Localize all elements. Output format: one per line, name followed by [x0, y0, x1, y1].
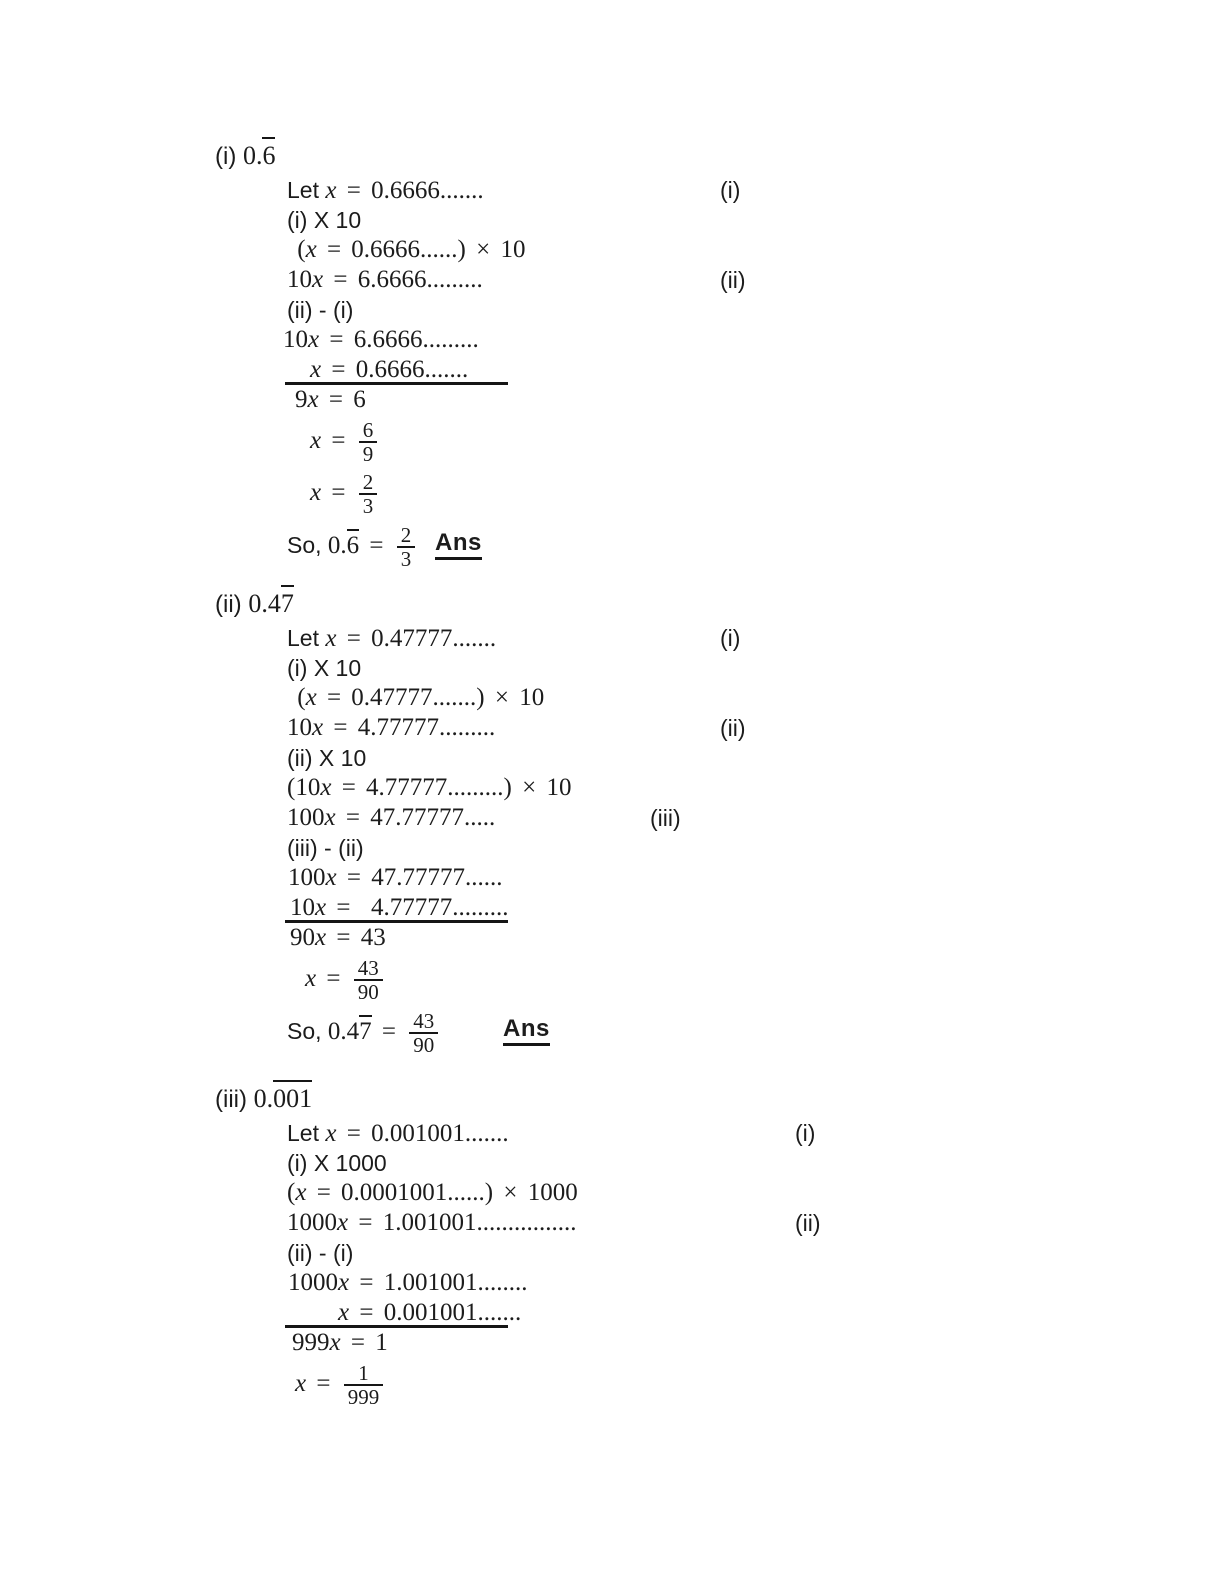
- plain-text: (i) X 10: [287, 655, 362, 681]
- plain-text: (iii) - (ii): [287, 835, 364, 861]
- equation-line: [283, 325, 1224, 355]
- math-text: x: [315, 894, 327, 921]
- equation-ref-label: (ii): [720, 715, 746, 741]
- math-text: x: [325, 1120, 337, 1147]
- subtraction-underline: [285, 893, 508, 923]
- plain-text: Let: [287, 625, 326, 651]
- math-text: = 47.77777......: [336, 864, 503, 891]
- math-text: =: [359, 532, 394, 559]
- equation-line: [310, 467, 1224, 519]
- section-header-label: (iii): [215, 1086, 254, 1113]
- math-text: x: [337, 1209, 349, 1236]
- math-text: =: [321, 479, 356, 506]
- equation-ref-label: (iii): [650, 805, 681, 831]
- recurring-decimal-number: 0.4: [248, 589, 281, 618]
- math-text: x: [315, 924, 327, 951]
- equation-ref-label: (ii): [795, 1210, 821, 1236]
- equation-line: [287, 1238, 1224, 1268]
- equation-line: [295, 1358, 1224, 1410]
- equation-ref-label: (ii): [720, 267, 746, 293]
- math-text: = 0.0001001......) × 1000: [306, 1179, 578, 1206]
- equation-line: [287, 1148, 1224, 1178]
- math-text: 10: [290, 894, 315, 921]
- answer-tag: Ans: [435, 530, 482, 560]
- recurring-decimal-number: 0.: [253, 1084, 274, 1113]
- numerator: 43: [413, 1009, 435, 1034]
- math-text: 90: [290, 924, 315, 951]
- equation-line: [287, 1178, 1224, 1208]
- equation-line: [287, 205, 1224, 235]
- denominator: 3: [397, 546, 416, 570]
- equation-line: [287, 803, 1224, 833]
- equation-line: [287, 295, 1224, 325]
- math-text: =: [371, 1018, 407, 1045]
- numerator: 2: [362, 470, 374, 495]
- equation-line: [287, 623, 1224, 653]
- fraction: [359, 419, 378, 465]
- math-text: 9: [295, 386, 308, 413]
- math-text: x: [320, 774, 332, 801]
- math-text: = 6.6666.........: [319, 326, 479, 353]
- plain-text: (i) X 10: [287, 207, 362, 233]
- section-header: [215, 1080, 1224, 1114]
- equation-line: [287, 175, 1224, 205]
- math-text: x: [310, 356, 322, 383]
- numerator: 6: [362, 418, 374, 443]
- math-text: 1000: [287, 1209, 337, 1236]
- math-text: x: [324, 804, 336, 831]
- subtraction-underline: [285, 1298, 522, 1328]
- overline-digits: 7: [359, 1015, 372, 1045]
- numerator: 1: [358, 1361, 369, 1386]
- math-text: = 4.77777.........: [323, 714, 496, 741]
- equation-ref-label: (i): [720, 177, 741, 203]
- overline-digits: 7: [281, 585, 294, 617]
- math-text: = 4.77777.........) × 10: [331, 774, 572, 801]
- section-header-label: (i): [215, 143, 243, 170]
- equation-line: [287, 653, 1224, 683]
- denominator: 90: [409, 1032, 438, 1056]
- math-text: = 0.001001.......: [349, 1299, 522, 1326]
- solution-section-i: [215, 137, 1224, 571]
- overline-digits: 6: [347, 529, 360, 559]
- math-text: x: [329, 1329, 341, 1356]
- equation-line: [287, 743, 1224, 773]
- math-text: (: [287, 684, 306, 711]
- fraction: [354, 957, 383, 1003]
- equation-line: [287, 1208, 1224, 1238]
- subtraction-underline: [285, 355, 508, 385]
- math-text: 0.: [327, 532, 347, 559]
- denominator: 999: [344, 1384, 384, 1408]
- math-text: = 0.6666.......: [321, 356, 469, 383]
- math-text: x: [308, 326, 320, 353]
- math-text: x: [325, 625, 337, 652]
- subtraction-rule-line: [287, 1298, 1224, 1328]
- equation-line: [305, 953, 1224, 1005]
- recurring-decimal-number: 0.: [242, 141, 263, 170]
- overline-digits: 6: [262, 137, 275, 169]
- math-text: = 1.001001................: [348, 1209, 577, 1236]
- math-text: = 4.77777.........: [326, 894, 509, 921]
- equation-ref-label: (i): [795, 1120, 816, 1146]
- math-text: 1000: [288, 1269, 338, 1296]
- section-header: [215, 585, 1224, 619]
- equation-line: [287, 1005, 1224, 1057]
- math-text: x: [312, 714, 324, 741]
- math-text: x: [310, 479, 322, 506]
- math-text: x: [305, 236, 317, 263]
- math-text: x: [310, 427, 322, 454]
- math-text: 10: [283, 326, 308, 353]
- math-text: = 6.6666.........: [323, 266, 483, 293]
- overline-digits: 001: [273, 1080, 312, 1112]
- fraction: [397, 524, 416, 570]
- math-text: 10: [287, 714, 312, 741]
- math-text: x: [305, 684, 317, 711]
- math-text: = 6: [318, 386, 366, 413]
- equation-line: [287, 265, 1224, 295]
- fraction: [359, 471, 378, 517]
- subtraction-rule-line: [287, 355, 1224, 385]
- math-text: =: [316, 965, 351, 992]
- math-text: (10: [287, 774, 321, 801]
- equation-line: [287, 1118, 1224, 1148]
- section-header-label: (ii): [215, 591, 249, 618]
- plain-text: (ii) - (i): [287, 1240, 354, 1266]
- fraction: [409, 1010, 438, 1056]
- subtraction-rule-line: [287, 893, 1224, 923]
- solution-section-iii: [215, 1080, 1224, 1410]
- equation-line: [287, 773, 1224, 803]
- math-text: x: [295, 1179, 307, 1206]
- plain-text: Let: [287, 1120, 326, 1146]
- equation-line: [287, 519, 1224, 571]
- math-text: = 0.6666.......: [336, 177, 484, 204]
- plain-text: Let: [287, 177, 326, 203]
- math-text: =: [321, 427, 356, 454]
- math-text: x: [312, 266, 324, 293]
- equation-line: [295, 385, 1224, 415]
- math-text: x: [295, 1370, 307, 1397]
- math-text: = 47.77777.....: [335, 804, 496, 831]
- equation-line: [287, 683, 1224, 713]
- plain-text: (i) X 1000: [287, 1150, 387, 1176]
- equation-line: [288, 1268, 1224, 1298]
- denominator: 3: [359, 493, 378, 517]
- answer-tag: Ans: [503, 1016, 550, 1046]
- plain-text: (ii) - (i): [287, 297, 354, 323]
- plain-text: (ii) X 10: [287, 745, 367, 771]
- math-text: = 1.001001........: [349, 1269, 528, 1296]
- equation-line: [287, 833, 1224, 863]
- math-text: (: [287, 236, 306, 263]
- math-text: = 0.001001.......: [336, 1120, 509, 1147]
- equation-line: [290, 923, 1224, 953]
- section-header: [215, 137, 1224, 171]
- solution-section-ii: [215, 585, 1224, 1057]
- denominator: 90: [354, 979, 383, 1003]
- math-text: 0.4: [327, 1018, 360, 1045]
- equation-line: [288, 863, 1224, 893]
- math-text: 100: [288, 864, 326, 891]
- plain-text: So,: [287, 1018, 328, 1044]
- numerator: 43: [357, 956, 379, 981]
- plain-text: So,: [287, 532, 328, 558]
- math-text: x: [338, 1299, 350, 1326]
- equation-ref-label: (i): [720, 625, 741, 651]
- equation-line: [310, 415, 1224, 467]
- math-text: = 0.47777.......) × 10: [316, 684, 545, 711]
- math-text: 999: [292, 1329, 330, 1356]
- fraction: [344, 1362, 384, 1408]
- math-text: = 0.47777.......: [336, 625, 497, 652]
- denominator: 9: [359, 441, 378, 465]
- math-text: =: [306, 1370, 341, 1397]
- math-text: = 43: [326, 924, 386, 951]
- equation-line: [287, 235, 1224, 265]
- math-text: = 1: [340, 1329, 388, 1356]
- math-text: x: [338, 1269, 350, 1296]
- math-text: 10: [287, 266, 312, 293]
- math-text: x: [325, 864, 337, 891]
- math-text: x: [325, 177, 337, 204]
- equation-line: [292, 1328, 1224, 1358]
- numerator: 2: [400, 523, 412, 548]
- math-text: x: [307, 386, 319, 413]
- math-text: 100: [287, 804, 325, 831]
- math-text: = 0.6666......) × 10: [316, 236, 526, 263]
- math-text: x: [305, 965, 317, 992]
- equation-line: [287, 713, 1224, 743]
- math-text: (: [287, 1179, 296, 1206]
